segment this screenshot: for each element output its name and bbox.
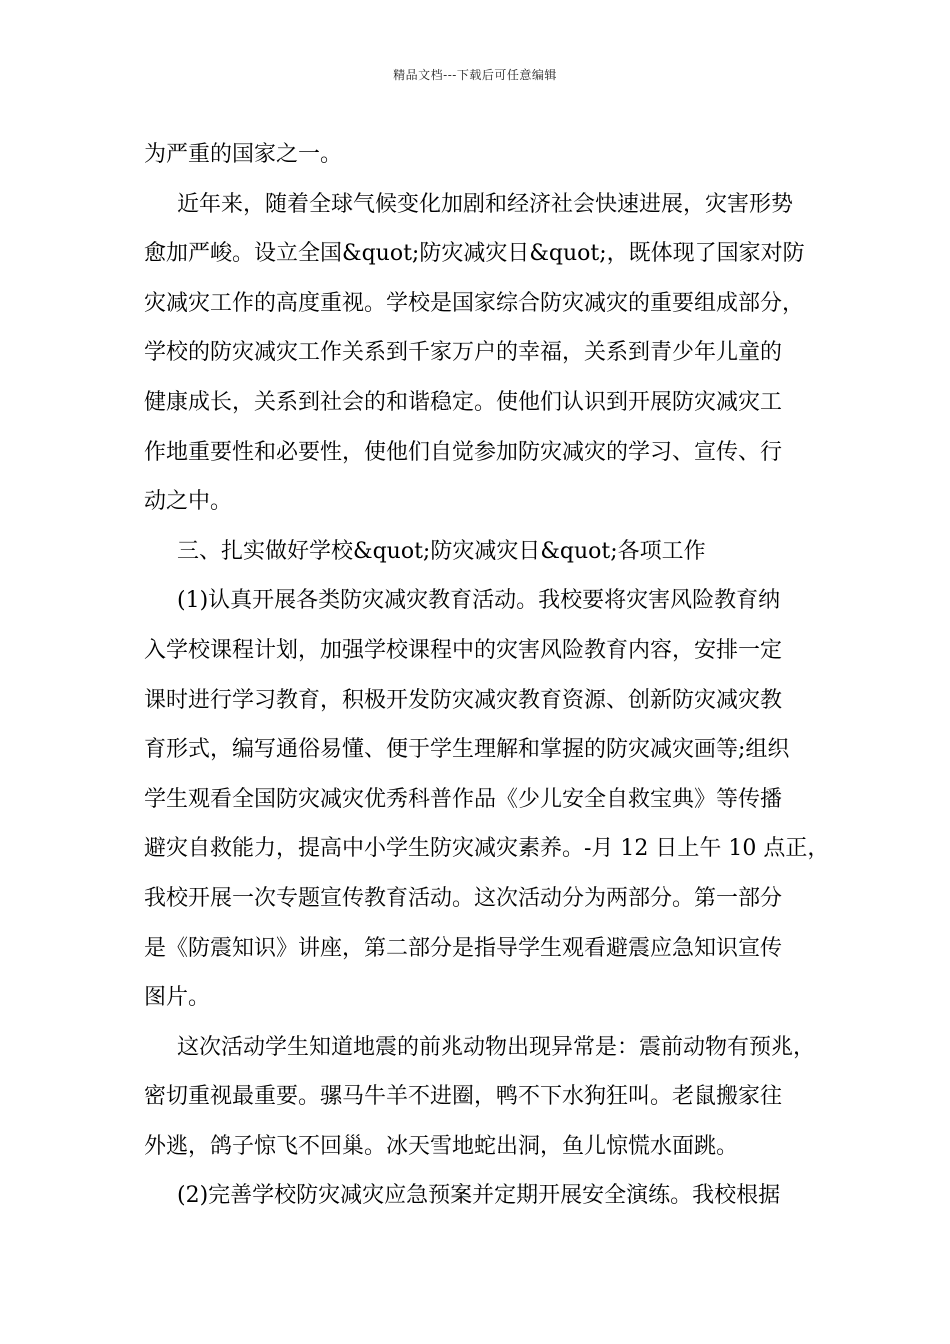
text-line: (2)完善学校防灾减灾应急预案并定期开展安全演练。我校根据 [177,1183,781,1209]
text-line: 我校开展一次专题宣传教育活动。这次活动分为两部分。第一部分 [144,885,783,911]
text-line: 健康成长，关系到社会的和谐稳定。使他们认识到开展防灾减灾工 [144,389,783,415]
text-line: 外逃，鸽子惊飞不回巢。冰天雪地蛇出洞，鱼儿惊慌水面跳。 [144,1133,739,1159]
document-body [144,130,830,1221]
text-line: 动之中。 [144,489,233,515]
page-header: 精品文档---下载后可任意编辑 [393,68,557,82]
text-line: 近年来，随着全球气候变化加剧和经济社会快速进展，灾害形势 [177,191,794,217]
text-line: 密切重视最重要。骡马牛羊不进圈，鸭不下水狗狂叫。老鼠搬家往 [144,1084,783,1110]
text-line: 学校的防灾减灾工作关系到千家万户的幸福，关系到青少年儿童的 [144,340,783,366]
text-line: 这次活动学生知道地震的前兆动物出现异常是：震前动物有预兆， [177,1034,816,1060]
text-line: 入学校课程计划，加强学校课程中的灾害风险教育内容，安排一定 [144,637,783,663]
text-line: 学生观看全国防灾减灾优秀科普作品《少儿安全自救宝典》等传播 [144,786,783,812]
text-line: 避灾自救能力，提高中小学生防灾减灾素养。-月 12 日上午 10 点正， [144,836,830,862]
text-line: 为严重的国家之一。 [144,142,343,167]
text-line: 灾减灾工作的高度重视。学校是国家综合防灾减灾的重要组成部分， [144,290,805,316]
section-heading: 三、扎实做好学校&quot;防灾减灾日&quot;各项工作 [177,538,706,564]
text-line: 愈加严峻。设立全国&quot;防灾减灾日&quot;，既体现了国家对防 [144,241,805,267]
text-line: (1)认真开展各类防灾减灾教育活动。我校要将灾害风险教育纳 [177,588,781,614]
text-line: 育形式，编写通俗易懂、便于学生理解和掌握的防灾减灾画等;组织 [144,737,790,763]
text-line: 课时进行学习教育，积极开发防灾减灾教育资源、创新防灾减灾教 [144,687,783,713]
text-line: 图片。 [144,985,211,1011]
text-line: 作地重要性和必要性，使他们自觉参加防灾减灾的学习、宣传、行 [144,439,783,465]
text-line: 是《防震知识》讲座，第二部分是指导学生观看避震应急知识宣传 [144,935,783,961]
